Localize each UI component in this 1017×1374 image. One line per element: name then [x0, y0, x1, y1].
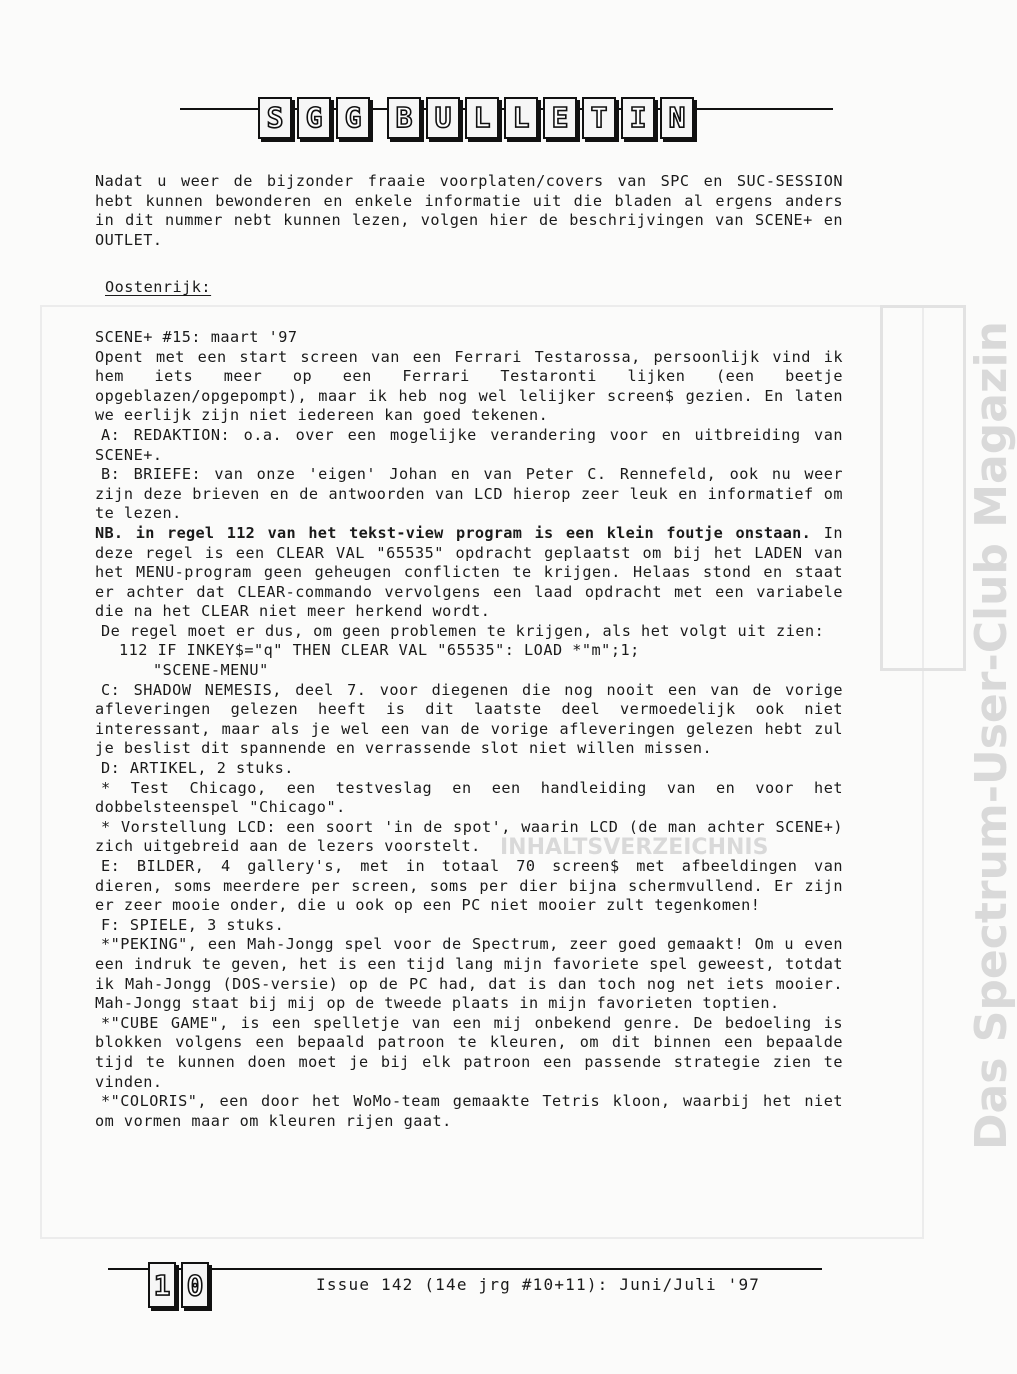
- logo-letter: I: [621, 97, 655, 139]
- logo-letter: G: [336, 97, 370, 139]
- logo-letter: U: [426, 97, 460, 139]
- logo-bulletin: [387, 97, 694, 139]
- logo-letter: S: [258, 97, 292, 139]
- code-line-2: "SCENE-MENU": [153, 661, 269, 680]
- item-a: A: REDAKTION: o.a. over een mogelijke verandering voor en uitbreiding van SCENE+.: [95, 425, 843, 464]
- item-d2: * Vorstellung LCD: een soort 'in de spot', waarin LCD (de man achter SCENE+) zich uitgebreid aan de lezers voorstelt.: [95, 817, 843, 856]
- logo-letter: L: [504, 97, 538, 139]
- logo-letter: T: [582, 97, 616, 139]
- logo-sgg: [258, 97, 370, 139]
- item-d: D: ARTIKEL, 2 stuks.: [101, 759, 294, 778]
- logo-letter: L: [465, 97, 499, 139]
- opening-paragraph: Opent met een start screen van een Ferrari Testarossa, persoonlijk vind ik hem iets meer op een Ferrari Testaronti lijken (een beetje opgeblazen/opgepompt), maar ik heb nog wel lelijker screen$ gezien. En laten we eerlijk zijn niet iedereen kan goed tekenen.: [95, 347, 843, 425]
- showthrough-side-box: [880, 305, 966, 671]
- item-b: B: BRIEFE: van onze 'eigen' Johan en van Peter C. Rennefeld, ook nu weer zijn deze brieven en de antwoorden van LCD hierop zeer leuk en informatief om te lezen.: [95, 465, 843, 523]
- article-body: [95, 172, 843, 1131]
- item-c: C: SHADOW NEMESIS, deel 7. voor diegenen die nog nooit een van de vorige afleveringen gelezen heeft is dit laatste deel vermoedelijk ook niet interessant, maar als je wel een van de vorige afleveringen gelezen hebt zul je beslist dit spannende en verrassende slot niet willen missen.: [95, 680, 843, 758]
- page-digit: 1: [148, 1262, 176, 1308]
- logo-letter: B: [387, 97, 421, 139]
- page-digit: 0: [181, 1262, 209, 1308]
- intro-paragraph: Nadat u weer de bijzonder fraaie voorplaten/covers van SPC en SUC-SESSION hebt kunnen bewonderen en enkele informatie uit die bladen al ergens anders in dit nummer nebt kunnen lezen, volgen hier de beschrijvingen van SCENE+ en OUTLET.: [95, 172, 843, 249]
- section-heading: Oostenrijk:: [105, 278, 212, 297]
- showthrough-heading: INHALTSVERZEICHNIS: [500, 835, 769, 860]
- logo-letter: E: [543, 97, 577, 139]
- item-f1: *"PEKING", een Mah-Jongg spel voor de Spectrum, zeer goed gemaakt! Om u even een indruk te geven, het is een tijd lang mijn favoriete spel geweest, totdat ik Mah-Jongg (DOS-versie) op de PC had, dat is dan toch nog net iets mooier. Mah-Jongg staat bij mij op de tweede plaats in mijn favorieten toptien.: [95, 935, 843, 1013]
- issue-info: Issue 142 (14e jrg #10+11): Juni/Juli '97: [316, 1275, 761, 1294]
- nb-paragraph: [95, 524, 843, 622]
- showthrough-side-text: Das Spectrum-User-Club Magazin: [966, 321, 1017, 1150]
- nb-rest-text: In deze regel is een CLEAR VAL "65535" opdracht geplaatst om bij het LADEN van het MENU-program geen geheugen conflicten te krijgen. Helaas stond en staat er achter dat CLEAR-commando vervolgens een laad opdracht met een variabele die na het CLEAR niet meer herkend wordt.: [95, 523, 843, 621]
- item-e: E: BILDER, 4 gallery's, met in totaal 70 screen$ met afbeeldingen van dieren, soms meerdere per screen, soms per dier bijna schermvullend. Er zijn er zeer mooie onder, die u ook op een PC niet mooier zult tegenkomen!: [95, 857, 843, 915]
- nb-bold-text: NB. in regel 112 van het tekst-view program is een klein foutje onstaan.: [95, 523, 812, 542]
- logo-letter: G: [297, 97, 331, 139]
- item-f2: *"CUBE GAME", is een spelletje van een mij onbekend genre. De bedoeling is blokken volgens een bepaald patroon te kleuren, om dit binnen een bepaalde tijd te kunnen doen moet je bij elk patroon een passende strategie zien te vinden.: [95, 1013, 843, 1091]
- code-line-1: 112 IF INKEY$="q" THEN CLEAR VAL "65535": LOAD *"m";1;: [119, 641, 640, 660]
- page-number: [148, 1262, 209, 1308]
- regel-paragraph: De regel moet er dus, om geen problemen te krijgen, als het volgt uit zien:: [101, 621, 825, 640]
- item-f: F: SPIELE, 3 stuks.: [101, 915, 285, 934]
- item-f3: *"COLORIS", een door het WoMo-team gemaakte Tetris kloon, waarbij het niet om vormen maar om kleuren rijen gaat.: [95, 1092, 843, 1130]
- footer-rule: [108, 1268, 822, 1270]
- logo-letter: N: [660, 97, 694, 139]
- item-d1: * Test Chicago, een testveslag en een handleiding van en voor het dobbelsteenspel "Chicago".: [95, 778, 843, 817]
- issue-line: SCENE+ #15: maart '97: [95, 327, 298, 346]
